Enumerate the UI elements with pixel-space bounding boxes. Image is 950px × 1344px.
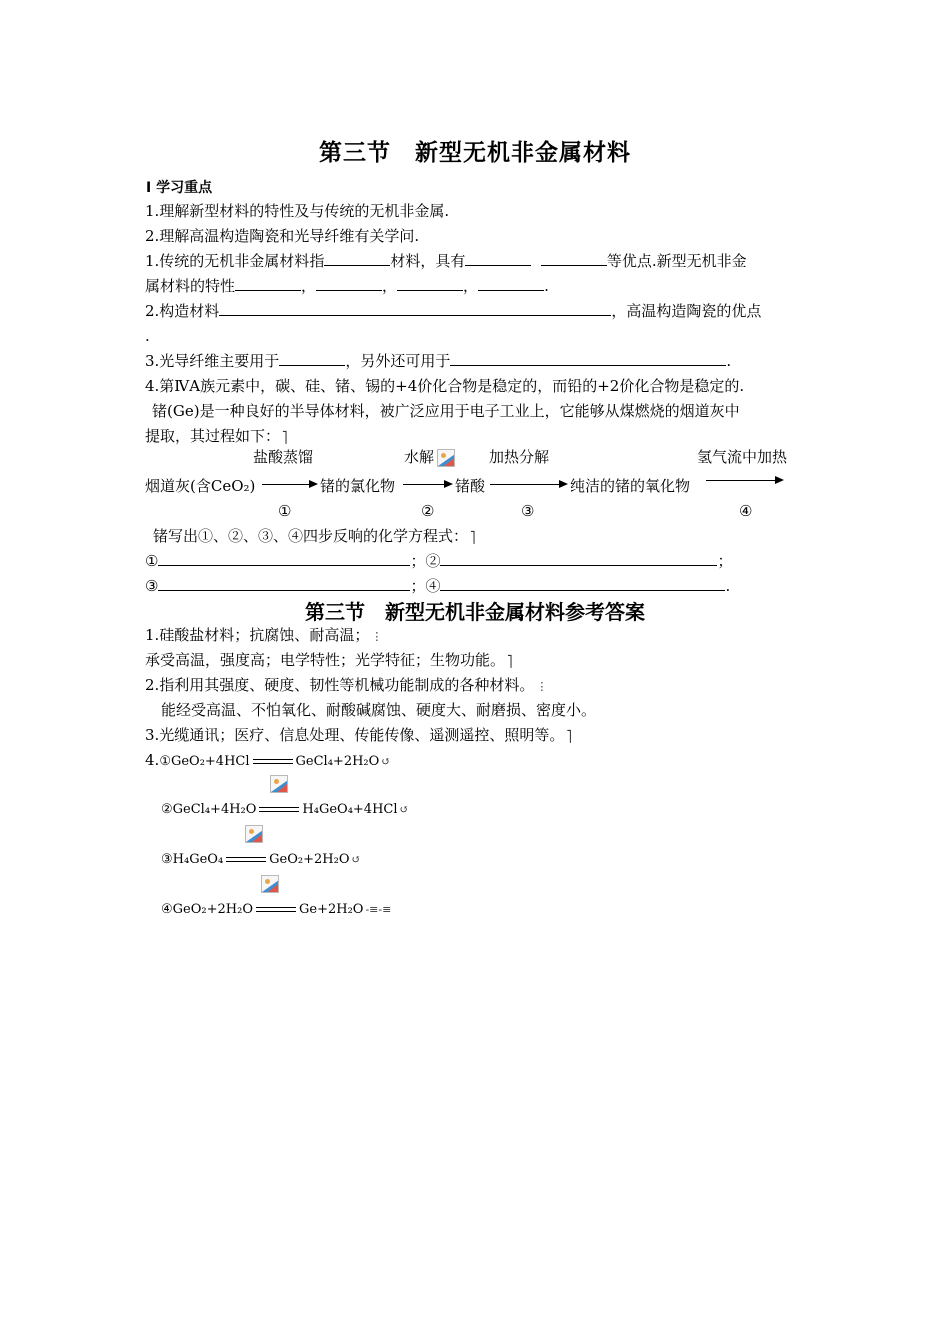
answer-2-text: 2.指利用其强度、硬度、韧性等机械功能制成的各种材料。 (145, 676, 535, 694)
q1-sep: ， (301, 277, 317, 295)
equation-blank-2[interactable] (440, 551, 717, 566)
slot-sep: ； (410, 552, 426, 570)
flow-condition-2: 水解 (404, 448, 435, 466)
slot-end: . (725, 577, 731, 595)
q1-end: . (544, 277, 549, 295)
equation-blank-1[interactable] (158, 551, 410, 566)
q1-blank-1[interactable] (324, 251, 390, 266)
q1-blank-3[interactable] (541, 251, 607, 266)
section-header: Ⅰ 学习重点 (146, 180, 213, 196)
question-4-line3 (145, 426, 288, 448)
question-3 (145, 351, 731, 371)
answer-1-text: 1.硅酸盐材料；抗腐蚀、耐高温； (145, 626, 370, 644)
eq4-right: Ge+2H₂O (298, 902, 364, 917)
condition-image-icon (245, 825, 263, 843)
equals-sign-icon (253, 759, 293, 764)
slot-label-2: ② (425, 552, 441, 570)
q1-blank-2[interactable] (465, 251, 531, 266)
question-1-line2 (145, 276, 549, 296)
question-2-line1 (145, 301, 761, 321)
equals-sign-icon (259, 807, 299, 812)
condition-image-icon (261, 875, 279, 893)
equation-1 (145, 750, 391, 772)
flow-node-2: 锗酸 (455, 477, 486, 495)
q3-blank-1[interactable] (279, 351, 345, 366)
q1-blank-5[interactable] (316, 276, 382, 291)
q1-text-a: 1.传统的无机非金属材料指 (145, 252, 325, 270)
equation-blank-4[interactable] (440, 576, 725, 591)
return-mark-icon: ⎤ (507, 655, 513, 668)
eq3-left: ③H₄GeO₄ (161, 852, 224, 867)
equals-sign-icon (226, 857, 266, 862)
slot-label-1: ① (145, 552, 159, 570)
equation-2 (161, 800, 409, 820)
answer-1-text-2: 承受高温，强度高；电学特性；光学特征；生物功能。 (145, 651, 506, 669)
q2-text-a: 2.构造材料 (145, 302, 220, 320)
q2-text-b: ，高温构造陶瓷的优点 (611, 302, 762, 320)
goal-1: 1.理解新型材料的特性及与传统的无机非金属. (145, 202, 450, 220)
q2-blank[interactable] (219, 301, 611, 316)
q1-blank-6[interactable] (397, 276, 463, 291)
q4-line3-text: 提取，其过程如下： (145, 427, 281, 445)
page-title: 第三节 新型无机非金属材料 (319, 140, 631, 166)
flow-start: 烟道灰(含CeO₂) (145, 477, 256, 495)
answer-2-line2: 能经受高温、不怕氧化、耐酸碱腐蚀、硬度大、耐磨损、密度小。 (161, 701, 597, 719)
q1-blank-4[interactable] (235, 276, 301, 291)
flow-arrow-1 (262, 484, 316, 485)
answer-2-line1 (145, 675, 547, 697)
arrow-mark-icon: ↺ (351, 853, 361, 866)
q1-text-d: 属材料的特性 (145, 277, 236, 295)
return-mark-icon: ⎤ (566, 730, 572, 743)
flow-step-1: ① (278, 502, 292, 520)
flow-step-3: ③ (521, 502, 535, 520)
arrow-mark-icon: ↺ (381, 755, 391, 768)
equation-4 (161, 900, 391, 920)
arrow-mark-icon: ↺ (399, 803, 409, 816)
flow-condition-1: 盐酸蒸馏 (253, 448, 314, 466)
q3-blank-2[interactable] (450, 351, 726, 366)
question-4-line1: 4.第ⅣA族元素中，碳、硅、锗、锡的+4价化合物是稳定的，而铅的+2价化合物是稳定的. (145, 377, 745, 395)
q1-text-b: 材料，具有 (390, 252, 466, 270)
answer-row-2 (145, 576, 730, 596)
eq2-right: H₄GeO₄+4HCl (302, 802, 398, 817)
q3-end: . (726, 352, 732, 370)
slot-sep: ； (717, 552, 733, 570)
flow-condition-4: 氢气流中加热 (697, 448, 788, 466)
question-4-line2: 锗(Ge)是一种良好的半导体材料，被广泛应用于电子工业上，它能够从煤燃烧的烟道灰中 (152, 402, 740, 420)
question-1-line1 (145, 251, 747, 271)
flow-condition-3: 加热分解 (489, 448, 550, 466)
q3-text-b: ，另外还可用于 (345, 352, 451, 370)
write-prompt (153, 526, 476, 548)
write-prompt-text: 锗写出①、②、③、④四步反响的化学方程式： (153, 527, 469, 545)
return-mark-icon: ⎤ (282, 431, 288, 444)
eq4-left: ④GeO₂+2H₂O (161, 902, 253, 917)
flow-arrow-2 (403, 484, 451, 485)
equation-3 (161, 850, 361, 870)
equation-blank-3[interactable] (158, 576, 410, 591)
flow-arrow-4 (706, 480, 782, 481)
dots-mark-icon: ⋮ (536, 680, 548, 693)
tail-mark-icon: -≡-≡ (365, 903, 392, 916)
slot-label-3: ③ (145, 577, 159, 595)
goal-2: 2.理解高温构造陶瓷和光导纤维有关学问. (145, 227, 420, 245)
answer-1-line2 (145, 650, 513, 672)
embedded-image-icon (437, 449, 455, 467)
eq1-right: GeCl₄+2H₂O (295, 754, 380, 769)
flow-node-3: 纯洁的锗的氧化物 (570, 477, 691, 495)
eq1-left: ①GeO₂+4HCl (159, 754, 250, 769)
slot-sep: ； (410, 577, 426, 595)
q3-text-a: 3.光导纤维主要用于 (145, 352, 280, 370)
q1-text-c: 等优点.新型无机非金 (606, 252, 747, 270)
q1-sep: ， (463, 277, 479, 295)
answers-title: 第三节 新型无机非金属材料参考答案 (305, 600, 645, 624)
answer-1-line1 (145, 625, 382, 647)
answer-3 (145, 725, 572, 747)
slot-label-4: ④ (425, 577, 441, 595)
q1-sep: ， (382, 277, 398, 295)
eq-prefix: 4. (145, 751, 160, 769)
flow-node-1: 锗的氯化物 (320, 477, 396, 495)
equals-sign-icon (256, 907, 296, 912)
eq3-right: GeO₂+2H₂O (269, 852, 350, 867)
answer-row-1 (145, 551, 733, 571)
question-2-line2: . (145, 327, 150, 345)
eq2-left: ②GeCl₄+4H₂O (161, 802, 257, 817)
answer-3-text: 3.光缆通讯；医疗、信息处理、传能传像、遥测遥控、照明等。 (145, 726, 565, 744)
q1-blank-7[interactable] (478, 276, 544, 291)
flow-step-4: ④ (739, 502, 753, 520)
flow-arrow-3 (490, 484, 566, 485)
return-mark-icon: ⎤ (470, 531, 476, 544)
condition-image-icon (270, 775, 288, 793)
flow-step-2: ② (421, 502, 435, 520)
dots-mark-icon: ⋮ (371, 630, 383, 643)
